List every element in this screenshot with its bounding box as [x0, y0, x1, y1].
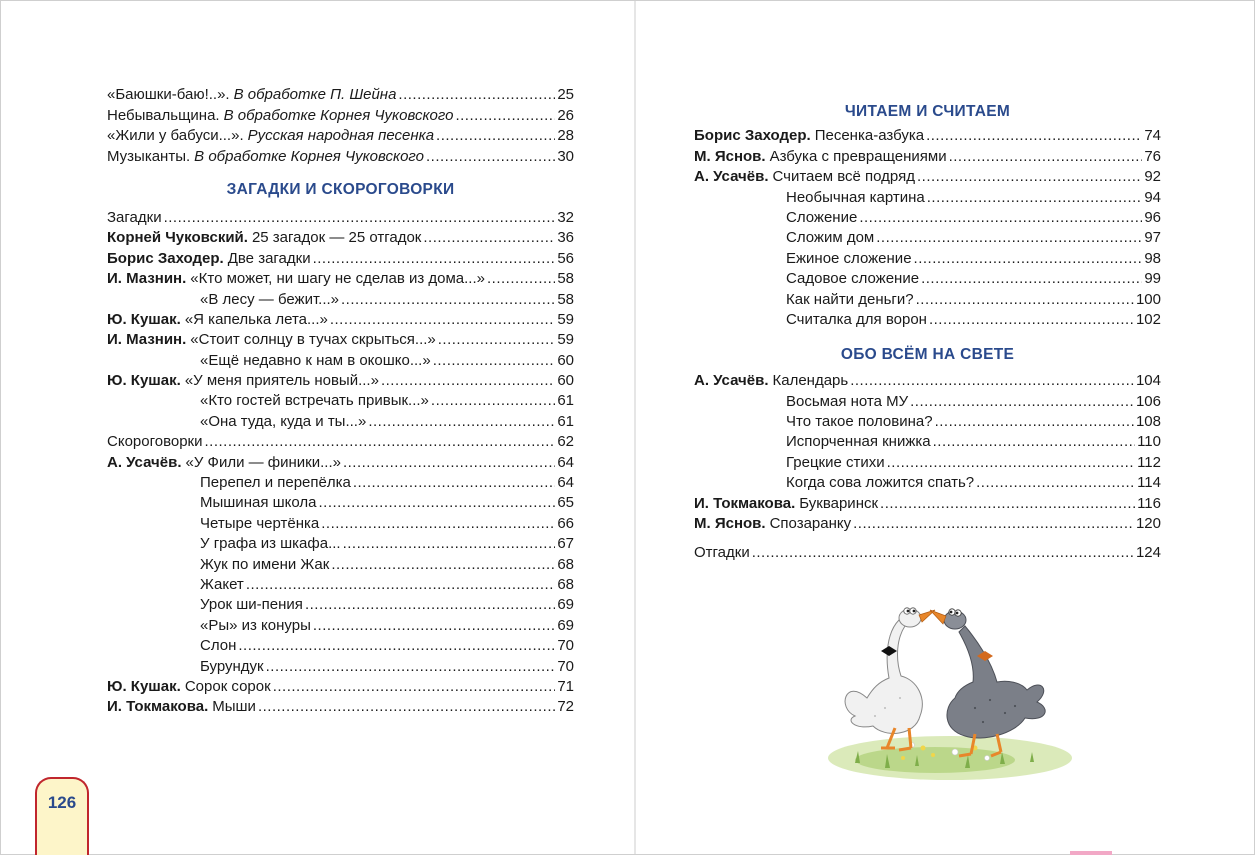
- entry-title: Ежиное сложение: [786, 249, 912, 267]
- entry-title: «Я капелька лета...»: [184, 310, 328, 328]
- leader-dots: [917, 167, 1142, 187]
- entry-page-number: 102: [1135, 310, 1161, 328]
- leader-dots: [246, 575, 556, 595]
- entry-title: Перепел и перепёлка: [200, 474, 351, 492]
- entry-title: Загадки: [107, 208, 162, 226]
- entry-author: И. Мазнин.: [107, 331, 187, 349]
- leader-dots: [318, 493, 555, 513]
- entry-page-number: 104: [1135, 372, 1161, 390]
- leader-dots: [423, 228, 555, 248]
- toc-entry[interactable]: [107, 473, 574, 493]
- toc-entry[interactable]: [694, 432, 1161, 452]
- entry-page-number: 70: [557, 657, 574, 675]
- entry-note: В обработке Корнея Чуковского: [223, 106, 454, 124]
- entry-page-number: 106: [1135, 392, 1161, 410]
- leader-dots: [935, 412, 1134, 432]
- toc-entry[interactable]: [107, 615, 574, 635]
- entry-title: «Ры» из конуры: [200, 616, 311, 634]
- entry-title: Мыши: [212, 698, 256, 716]
- entry-title: Считаем всё подряд: [772, 168, 915, 186]
- entry-author: М. Яснов.: [694, 147, 766, 165]
- leader-dots: [343, 534, 556, 554]
- leader-dots: [238, 636, 555, 656]
- entry-title: Мышиная школа: [200, 494, 317, 512]
- entry-title: Жук по имени Жак: [200, 555, 330, 573]
- entry-title: «У меня приятель новый...»: [184, 372, 379, 390]
- toc-entry-answers[interactable]: [694, 543, 1161, 563]
- entry-page-number: 97: [1144, 229, 1161, 247]
- entry-page-number: 108: [1135, 413, 1161, 431]
- leader-dots: [164, 208, 556, 228]
- toc-entry[interactable]: [107, 677, 574, 697]
- entry-title: Сложение: [786, 208, 858, 226]
- page-number: 126: [47, 793, 77, 812]
- entry-title: Песенка-азбука: [814, 127, 925, 145]
- leader-dots: [914, 249, 1143, 269]
- toc-entry[interactable]: [694, 452, 1161, 472]
- leader-dots: [343, 453, 555, 473]
- entry-title: «Баюшки-баю!..».: [107, 86, 230, 104]
- toc-entry[interactable]: [107, 105, 574, 125]
- entry-page-number: 120: [1135, 515, 1161, 533]
- entry-author: И. Токмакова.: [694, 494, 796, 512]
- left-toc: [107, 85, 574, 717]
- entry-page-number: 94: [1144, 188, 1161, 206]
- entry-author: А. Усачёв.: [107, 453, 182, 471]
- toc-entry[interactable]: [694, 167, 1161, 187]
- entry-author: И. Токмакова.: [107, 698, 209, 716]
- leader-dots: [305, 595, 555, 615]
- entry-title: Как найти деньги?: [786, 290, 914, 308]
- entry-title: Две загадки: [227, 249, 311, 267]
- entry-title: Бурундук: [200, 657, 264, 675]
- entry-page-number: 67: [557, 535, 574, 553]
- toc-entry[interactable]: [694, 371, 1161, 391]
- entry-page-number: 114: [1137, 474, 1161, 492]
- toc-entry[interactable]: [694, 310, 1161, 330]
- toc-entry[interactable]: [107, 371, 574, 391]
- leader-dots: [205, 432, 556, 452]
- entry-author: А. Усачёв.: [694, 168, 769, 186]
- leader-dots: [258, 697, 555, 717]
- entry-page-number: 66: [557, 514, 574, 532]
- toc-reading-counting-list: [694, 126, 1161, 330]
- entry-page-number: 71: [557, 677, 574, 695]
- leader-dots: [273, 677, 556, 697]
- entry-page-number: 64: [557, 453, 574, 471]
- entry-note: Русская народная песенка: [247, 127, 435, 145]
- toc-entry[interactable]: [107, 208, 574, 228]
- entry-page-number: 100: [1135, 290, 1161, 308]
- toc-entry[interactable]: [107, 269, 574, 289]
- toc-entry[interactable]: [107, 636, 574, 656]
- entry-author: Ю. Кушак.: [107, 310, 181, 328]
- entry-page-number: 98: [1144, 249, 1161, 267]
- entry-page-number: 32: [557, 208, 574, 226]
- entry-title: Календарь: [772, 372, 849, 390]
- toc-entry[interactable]: [107, 411, 574, 431]
- entry-page-number: 69: [557, 596, 574, 614]
- leader-dots: [927, 188, 1143, 208]
- entry-title: Садовое сложение: [786, 270, 920, 288]
- leader-dots: [381, 371, 555, 391]
- entry-title: Грецкие стихи: [786, 453, 885, 471]
- toc-riddles-list: [107, 208, 574, 718]
- entry-page-number: 69: [557, 616, 574, 634]
- leader-dots: [368, 412, 555, 432]
- entry-title: «У Фили — финики...»: [185, 453, 341, 471]
- entry-page-number: 124: [1135, 544, 1161, 562]
- entry-page-number: 65: [557, 494, 574, 512]
- spacer: [107, 167, 574, 179]
- entry-page-number: 112: [1137, 453, 1161, 471]
- entry-title: Сложим дом: [786, 229, 875, 247]
- entry-author: Борис Заходер.: [694, 127, 811, 145]
- entry-page-number: 59: [557, 331, 574, 349]
- entry-page-number: 36: [557, 229, 574, 247]
- leader-dots: [353, 473, 555, 493]
- toc-about-everything-list: [694, 371, 1161, 534]
- section-heading-reading-counting: ЧИТАЕМ И СЧИТАЕМ: [844, 103, 1011, 120]
- entry-title: «Ещё недавно к нам в окошко...»: [200, 351, 431, 369]
- leader-dots: [436, 126, 555, 146]
- entry-page-number: 25: [557, 86, 574, 104]
- entry-title: «В лесу — бежит...»: [200, 290, 340, 308]
- entry-author: М. Яснов.: [694, 515, 766, 533]
- toc-entry[interactable]: [107, 452, 574, 472]
- entry-page-number: 58: [557, 270, 574, 288]
- toc-entry[interactable]: [694, 289, 1161, 309]
- entry-title: Что такое половина?: [786, 413, 933, 431]
- toc-entry[interactable]: [694, 126, 1161, 146]
- entry-page-number: 76: [1144, 147, 1161, 165]
- entry-title: Небывальщина.: [107, 106, 220, 124]
- toc-entry[interactable]: [694, 391, 1161, 411]
- toc-entry[interactable]: [107, 146, 574, 166]
- entry-page-number: 61: [557, 392, 574, 410]
- leader-dots: [926, 126, 1142, 146]
- leader-dots: [266, 657, 556, 677]
- section-heading-about-everything: ОБО ВСЁМ НА СВЕТЕ: [840, 345, 1015, 363]
- leader-dots: [933, 432, 1135, 452]
- entry-title: Спозаранку: [769, 515, 852, 533]
- toc-entry[interactable]: [107, 310, 574, 330]
- entry-page-number: 28: [557, 127, 574, 145]
- entry-page-number: 74: [1144, 127, 1161, 145]
- entry-page-number: 62: [557, 433, 574, 451]
- toc-entry[interactable]: [107, 85, 574, 105]
- entry-page-number: 60: [557, 351, 574, 369]
- entry-title: «Кто может, ни шагу не сделав из дома...»: [190, 270, 485, 288]
- toc-entry[interactable]: [107, 248, 574, 268]
- leader-dots: [752, 543, 1134, 563]
- toc-entry[interactable]: [694, 248, 1161, 268]
- entry-page-number: 26: [557, 106, 574, 124]
- entry-author: Ю. Кушак.: [107, 372, 181, 390]
- entry-title: Скороговорки: [107, 433, 203, 451]
- leader-dots: [455, 106, 555, 126]
- toc-entry[interactable]: [694, 208, 1161, 228]
- toc-entry[interactable]: [107, 697, 574, 717]
- leader-dots: [331, 555, 555, 575]
- entry-page-number: 61: [557, 412, 574, 430]
- entry-author: Борис Заходер.: [107, 249, 224, 267]
- entry-title: У графа из шкафа...: [200, 535, 341, 553]
- leader-dots: [341, 290, 555, 310]
- leader-dots: [431, 391, 555, 411]
- toc-entry[interactable]: [694, 228, 1161, 248]
- entry-page-number: 110: [1137, 433, 1161, 451]
- toc-entry[interactable]: [694, 412, 1161, 432]
- entry-page-number: 56: [557, 249, 574, 267]
- leader-dots: [876, 228, 1142, 248]
- toc-entry[interactable]: [107, 656, 574, 676]
- toc-entry[interactable]: [107, 432, 574, 452]
- leader-dots: [887, 453, 1135, 473]
- toc-entry[interactable]: [107, 534, 574, 554]
- leader-dots: [313, 249, 556, 269]
- entry-title: Урок ши-пения: [200, 596, 303, 614]
- leader-dots: [910, 392, 1134, 412]
- toc-top-list: [107, 85, 574, 167]
- spacer: [107, 201, 574, 208]
- entry-page-number: 70: [557, 637, 574, 655]
- entry-title: Жакет: [200, 575, 244, 593]
- toc-entry[interactable]: [107, 493, 574, 513]
- entry-note: В обработке П. Шейна: [233, 86, 397, 104]
- leader-dots: [880, 494, 1135, 514]
- entry-title: Испорченная книжка: [786, 433, 931, 451]
- entry-page-number: 96: [1144, 208, 1161, 226]
- toc-entry[interactable]: [107, 228, 574, 248]
- entry-title: Слон: [200, 637, 237, 655]
- page-edge-mark: [1070, 851, 1112, 855]
- entry-author: И. Мазнин.: [107, 270, 187, 288]
- toc-entry[interactable]: [107, 595, 574, 615]
- entry-title: «Она туда, куда и ты...»: [200, 412, 367, 430]
- section-heading-riddles: ЗАГАДКИ И СКОРОГОВОРКИ: [226, 180, 455, 198]
- toc-entry[interactable]: [107, 289, 574, 309]
- entry-title: Восьмая нота МУ: [786, 392, 909, 410]
- entry-title: Азбука с превращениями: [769, 147, 947, 165]
- entry-title: Когда сова ложится спать?: [786, 474, 975, 492]
- leader-dots: [398, 85, 555, 105]
- entry-title: Отгадки: [694, 544, 750, 562]
- entry-page-number: 68: [557, 575, 574, 593]
- leader-dots: [426, 147, 555, 167]
- leader-dots: [929, 310, 1134, 330]
- toc-entry[interactable]: [694, 514, 1161, 534]
- leader-dots: [433, 351, 556, 371]
- toc-entry[interactable]: [107, 330, 574, 350]
- entry-page-number: 59: [557, 310, 574, 328]
- entry-page-number: 30: [557, 147, 574, 165]
- toc-entry[interactable]: [107, 554, 574, 574]
- toc-entry[interactable]: [107, 126, 574, 146]
- toc-entry[interactable]: [694, 146, 1161, 166]
- entry-author: Корней Чуковский.: [107, 229, 248, 247]
- leader-dots: [949, 147, 1143, 167]
- toc-entry[interactable]: [694, 269, 1161, 289]
- entry-page-number: 60: [557, 372, 574, 390]
- toc-entry[interactable]: [107, 575, 574, 595]
- leader-dots: [976, 473, 1135, 493]
- right-toc: [694, 101, 1161, 563]
- entry-page-number: 58: [557, 290, 574, 308]
- entry-author: Ю. Кушак.: [107, 677, 181, 695]
- entry-title: Музыканты.: [107, 147, 191, 165]
- leader-dots: [850, 371, 1134, 391]
- entry-page-number: 64: [557, 474, 574, 492]
- entry-title: «Жили у бабуси...».: [107, 127, 244, 145]
- leader-dots: [330, 310, 555, 330]
- entry-page-number: 72: [557, 698, 574, 716]
- leader-dots: [853, 514, 1134, 534]
- entry-page-number: 68: [557, 555, 574, 573]
- leader-dots: [438, 330, 556, 350]
- leader-dots: [321, 514, 555, 534]
- two-geese-illustration-icon: [815, 598, 1085, 788]
- entry-title: 25 загадок — 25 отгадок: [251, 229, 422, 247]
- entry-title: Сорок сорок: [184, 677, 271, 695]
- toc-entry[interactable]: [107, 391, 574, 411]
- toc-entry[interactable]: [107, 350, 574, 370]
- toc-entry[interactable]: [107, 513, 574, 533]
- leader-dots: [487, 269, 555, 289]
- spacer: [694, 330, 1161, 344]
- entry-title: Необычная картина: [786, 188, 925, 206]
- entry-title: Считалка для ворон: [786, 310, 927, 328]
- toc-entry[interactable]: [694, 187, 1161, 207]
- entry-title: «Стоит солнцу в тучах скрыться...»: [190, 331, 436, 349]
- entry-title: Четыре чертёнка: [200, 514, 320, 532]
- entry-author: А. Усачёв.: [694, 372, 769, 390]
- page-number-badge: [35, 777, 89, 855]
- spacer: [694, 534, 1161, 543]
- entry-page-number: 92: [1144, 168, 1161, 186]
- entry-title: Букваринск: [799, 494, 879, 512]
- toc-entry[interactable]: [694, 493, 1161, 513]
- leader-dots: [859, 208, 1142, 228]
- entry-page-number: 116: [1137, 494, 1161, 512]
- entry-title: «Кто гостей встречать привык...»: [200, 392, 429, 410]
- leader-dots: [313, 616, 555, 636]
- toc-entry[interactable]: [694, 473, 1161, 493]
- entry-page-number: 99: [1144, 270, 1161, 288]
- entry-note: В обработке Корнея Чуковского: [194, 147, 424, 165]
- leader-dots: [916, 290, 1134, 310]
- leader-dots: [921, 269, 1142, 289]
